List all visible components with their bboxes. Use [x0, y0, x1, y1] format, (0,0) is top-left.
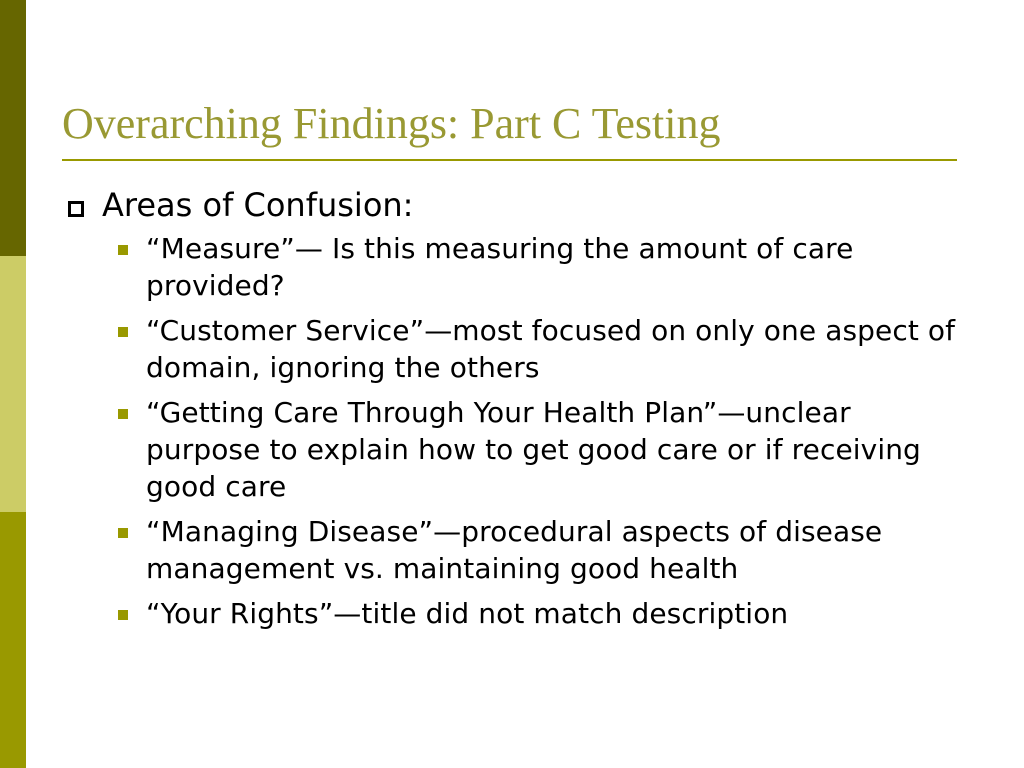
- filled-square-bullet-icon: [118, 528, 128, 538]
- list-item: [62, 312, 972, 386]
- slide-body: [62, 184, 972, 640]
- heading-bullet-text: Areas of Confusion:: [102, 186, 414, 224]
- list-item: [62, 595, 972, 632]
- sidebar-middle-band: [0, 256, 26, 512]
- list-item-text: “Measure”— Is this measuring the amount of care provided?: [146, 232, 854, 302]
- filled-square-bullet-icon: [118, 327, 128, 337]
- list-item: [62, 513, 972, 587]
- heading-bullet: [62, 184, 972, 226]
- list-item-text: “Customer Service”—most focused on only one aspect of domain, ignoring the others: [146, 314, 956, 384]
- filled-square-bullet-icon: [118, 610, 128, 620]
- title-divider: [62, 159, 957, 161]
- list-item-text: “Getting Care Through Your Health Plan”—unclear purpose to explain how to get good care or if receiving good care: [146, 396, 921, 503]
- slide-title: Overarching Findings: Part C Testing: [62, 99, 721, 148]
- list-item: [62, 230, 972, 304]
- list-item: [62, 394, 972, 505]
- list-item-text: “Your Rights”—title did not match description: [146, 597, 789, 630]
- list-item-text: “Managing Disease”—procedural aspects of disease management vs. maintaining good health: [146, 515, 883, 585]
- filled-square-bullet-icon: [118, 409, 128, 419]
- sidebar-bottom-band: [0, 512, 26, 768]
- hollow-square-bullet-icon: [68, 201, 84, 217]
- filled-square-bullet-icon: [118, 245, 128, 255]
- sidebar-top-band: [0, 0, 26, 256]
- confusion-list: [62, 230, 972, 632]
